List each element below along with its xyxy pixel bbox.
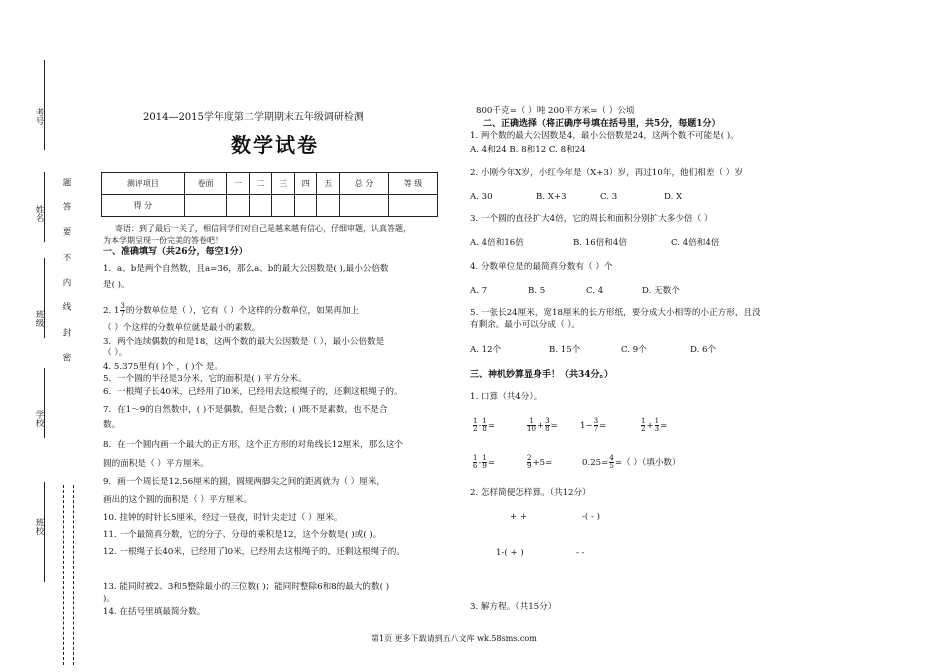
choice-3-option-b: B. 16倍和4倍 bbox=[573, 238, 627, 248]
simplify-expr-1: + + bbox=[510, 512, 528, 522]
seal-char-3: 要 bbox=[61, 227, 71, 236]
q7-line1: 7．在1～9的自然数中，( )不是偶数，但是合数；( )既不是素数，也不是合 bbox=[103, 405, 388, 415]
choice-4-option-d: D. 无数个 bbox=[642, 286, 680, 296]
q1-line2: 是( )。 bbox=[103, 280, 130, 290]
score-cell[interactable] bbox=[317, 195, 340, 217]
q4: 4. 5.375里有( )个 ，( )个 是。 bbox=[103, 362, 224, 372]
q3-line1: 3．两个连续偶数的和是18，这两个数的最大公因数是（ ），最小公倍数是 bbox=[103, 337, 385, 347]
school-left-label: 班校 bbox=[34, 518, 44, 535]
page-footer: 第1页 更多下载请到五八文库 wk.58sms.com bbox=[371, 634, 537, 643]
q9-line2: 画出的这个圆的面积是（ ）平方厘米。 bbox=[103, 495, 252, 505]
calc-expr-5: $\frac{1}{6}$ - $\frac{1}{9}$ = bbox=[473, 454, 496, 470]
score-header-cell: 测评项目 bbox=[102, 173, 185, 195]
choice-4-option-c: C. 4 bbox=[586, 286, 604, 296]
score-table bbox=[101, 172, 438, 217]
seal-char-4: 不 bbox=[61, 253, 71, 262]
score-cell[interactable] bbox=[184, 195, 227, 217]
note-line-1: 寄语：到了最后一关了，相信同学们对自己是越来越有信心，仔细审题，认真答题， bbox=[115, 224, 411, 233]
q13-line1: 13. 能同时被2、3和5整除最小的三位数( )；能同时整除6和8的最大的数( ) bbox=[103, 582, 390, 592]
choice-3-option-a: A. 4倍和16倍 bbox=[470, 238, 524, 248]
class-label: 班级 bbox=[34, 310, 44, 327]
seal-char-1: 题 bbox=[61, 178, 71, 187]
q8-line2: 圆的面积是（ ）平方厘米。 bbox=[103, 459, 209, 469]
score-cell[interactable] bbox=[249, 195, 272, 217]
q10: 10. 挂钟的时针长5厘米，经过一昼夜，时针尖走过（ ）厘米。 bbox=[103, 513, 343, 523]
choice-2: 2. 小刚今年X岁，小红今年是（X+3）岁，再过10年，他们相差（ ）岁 bbox=[470, 168, 743, 178]
q7-line2: 数。 bbox=[103, 420, 121, 430]
equation-heading: 3. 解方程。（共15分） bbox=[470, 602, 557, 612]
simplify-expr-2: -( - ) bbox=[582, 512, 600, 522]
choice-2-option-b: B. X+3 bbox=[536, 192, 567, 202]
margin-line-school bbox=[44, 368, 45, 438]
score-header-cell: 三 bbox=[272, 173, 295, 195]
choice-5-option-a: A. 12个 bbox=[470, 345, 502, 355]
q5: 5．一个圆的半径是3分米，它的面积是( ) 平方分米。 bbox=[103, 374, 307, 384]
seal-char-8: 密 bbox=[61, 353, 71, 362]
choice-3: 3. 一个圆的直径扩大4倍，它的周长和面积分别扩大多少倍（ ） bbox=[470, 214, 713, 224]
q3-line2: （ ）。 bbox=[103, 348, 128, 358]
section-3-heading: 三、神机妙算显身手！（共34分。） bbox=[470, 370, 614, 380]
choice-2-option-c: C. 3 bbox=[600, 192, 618, 202]
q2-whole: 1 bbox=[113, 306, 120, 316]
school-label: 学校 bbox=[34, 410, 44, 427]
seal-char-7: 封 bbox=[61, 328, 71, 337]
q11: 11. 一个最简真分数，它的分子、分母的乘积是12，这个分数是( )或( )。 bbox=[103, 530, 382, 540]
score-header-cell: 二 bbox=[249, 173, 272, 195]
q6: 6．一根绳子长40米，已经用了l0米，已经用去这根绳子的，还剩这根绳子的。 bbox=[103, 387, 403, 397]
choice-4-option-a: A. 7 bbox=[470, 286, 488, 296]
score-header-cell: 五 bbox=[317, 173, 340, 195]
score-cell[interactable] bbox=[294, 195, 317, 217]
q12: 12. 一根绳子长40米，已经用了l0米，已经用去这根绳子的，还剩这根绳子的。 bbox=[103, 547, 405, 557]
q13-line2: )。 bbox=[103, 594, 115, 604]
calc-expr-4: $\frac{1}{2}$ + $\frac{1}{3}$ = bbox=[641, 417, 668, 433]
section-2-heading: 二、正确选择（将正确序号填在括号里，共5分，每题1分） bbox=[483, 119, 721, 129]
q2-fraction: $\frac{3}{7}$ bbox=[120, 302, 125, 318]
score-cell[interactable] bbox=[340, 195, 389, 217]
name-label: 姓名 bbox=[34, 205, 44, 222]
q14: 14. 在括号里填最简分数。 bbox=[103, 607, 206, 617]
q2-prefix: 2. bbox=[103, 306, 112, 316]
calc-expr-2: $\frac{1}{10}$ + $\frac{3}{8}$ = bbox=[527, 417, 558, 433]
choice-2-option-d: D. X bbox=[664, 192, 683, 202]
score-row-label: 得 分 bbox=[102, 195, 185, 217]
simplify-expr-3: 1-( + ) bbox=[496, 548, 524, 558]
calc-expr-6: $\frac{2}{9}$ +5= bbox=[527, 454, 553, 470]
choice-5-option-b: B. 15个 bbox=[549, 345, 581, 355]
choice-4-option-b: B. 5 bbox=[528, 286, 546, 296]
unit-conversion: 800千克=（ ）吨 200平方米=（ ）公顷 bbox=[476, 106, 635, 116]
choice-5-option-d: D. 6个 bbox=[690, 345, 717, 355]
choice-3-option-c: C. 4倍和4倍 bbox=[671, 238, 720, 248]
seal-char-6: 线 bbox=[61, 302, 71, 311]
q2-line1 bbox=[103, 303, 359, 318]
choice-1-options: A. 4和24 B. 8和12 C. 8和24 bbox=[470, 145, 586, 155]
score-header-cell: 卷面 bbox=[184, 173, 227, 195]
exam-title: 数学试卷 bbox=[231, 133, 319, 157]
calc-expr-1: $\frac{1}{2}$ - $\frac{1}{8}$ = bbox=[473, 417, 496, 433]
margin-line-exam-no bbox=[44, 60, 45, 150]
q1-line1: 1．a、b是两个自然数，且a=36，那么a、b的最大公因数是( ),最小公倍数 bbox=[103, 264, 389, 274]
section-1-heading: 一、准确填写（共26分，每空1分） bbox=[103, 247, 248, 257]
simplify-heading: 2. 怎样简便怎样算。（共12分） bbox=[470, 488, 591, 498]
exam-no-label: 考号 bbox=[34, 108, 44, 125]
q2-line2: （ ）个这样的分数单位就是最小的素数。 bbox=[103, 323, 261, 333]
score-header-cell: 等 级 bbox=[388, 173, 437, 195]
calc-expr-7: 0.25= $\frac{4}{5}$ =（ ）（填小数） bbox=[582, 454, 681, 470]
note-line-2: 为本学期呈现一份完美的答卷吧！ bbox=[103, 236, 223, 245]
calc-expr-3: 1− $\frac{3}{7}$ = bbox=[580, 417, 607, 433]
score-cell[interactable] bbox=[388, 195, 437, 217]
seal-char-5: 内 bbox=[61, 278, 71, 287]
choice-5-option-c: C. 9个 bbox=[621, 345, 647, 355]
score-cell[interactable] bbox=[272, 195, 295, 217]
q2-text: 的分数单位是（ ），它有（ ）个这样的分数单位，如果再加上 bbox=[125, 306, 360, 316]
choice-5-line1: 5. 一张长24厘米，宽18厘米的长方形纸，要分成大小相等的小正方形，且没 bbox=[470, 308, 761, 318]
q9-line1: 9．画一个周长是12.56厘米的圆，圆规两脚尖之间的距离就为（ ）厘米， bbox=[103, 477, 386, 487]
choice-4: 4. 分数单位是的最简真分数有（ ）个 bbox=[470, 262, 613, 272]
score-header-cell: 总 分 bbox=[340, 173, 389, 195]
dashed-seal-line-1 bbox=[63, 485, 64, 665]
q8-line1: 8．在一个圆内画一个最大的正方形，这个正方形的对角线长12厘米，那么这个 bbox=[103, 440, 403, 450]
exam-subtitle: 2014—2015学年度第二学期期末五年级调研检测 bbox=[143, 112, 364, 123]
score-header-cell: 四 bbox=[294, 173, 317, 195]
simplify-expr-4: - - bbox=[576, 548, 585, 558]
choice-2-option-a: A. 30 bbox=[470, 192, 493, 202]
seal-char-2: 答 bbox=[61, 202, 71, 211]
dashed-seal-line-2 bbox=[73, 485, 74, 665]
choice-1: 1. 两个数的最大公因数是4，最小公倍数是24，这两个数不可能是( )。 bbox=[470, 131, 739, 141]
choice-5-line2: 有剩余。最小可以分成（ ）。 bbox=[470, 320, 581, 330]
oral-calc-heading: 1. 口算（共4分）。 bbox=[470, 392, 543, 402]
score-cell[interactable] bbox=[227, 195, 250, 217]
score-header-cell: 一 bbox=[227, 173, 250, 195]
